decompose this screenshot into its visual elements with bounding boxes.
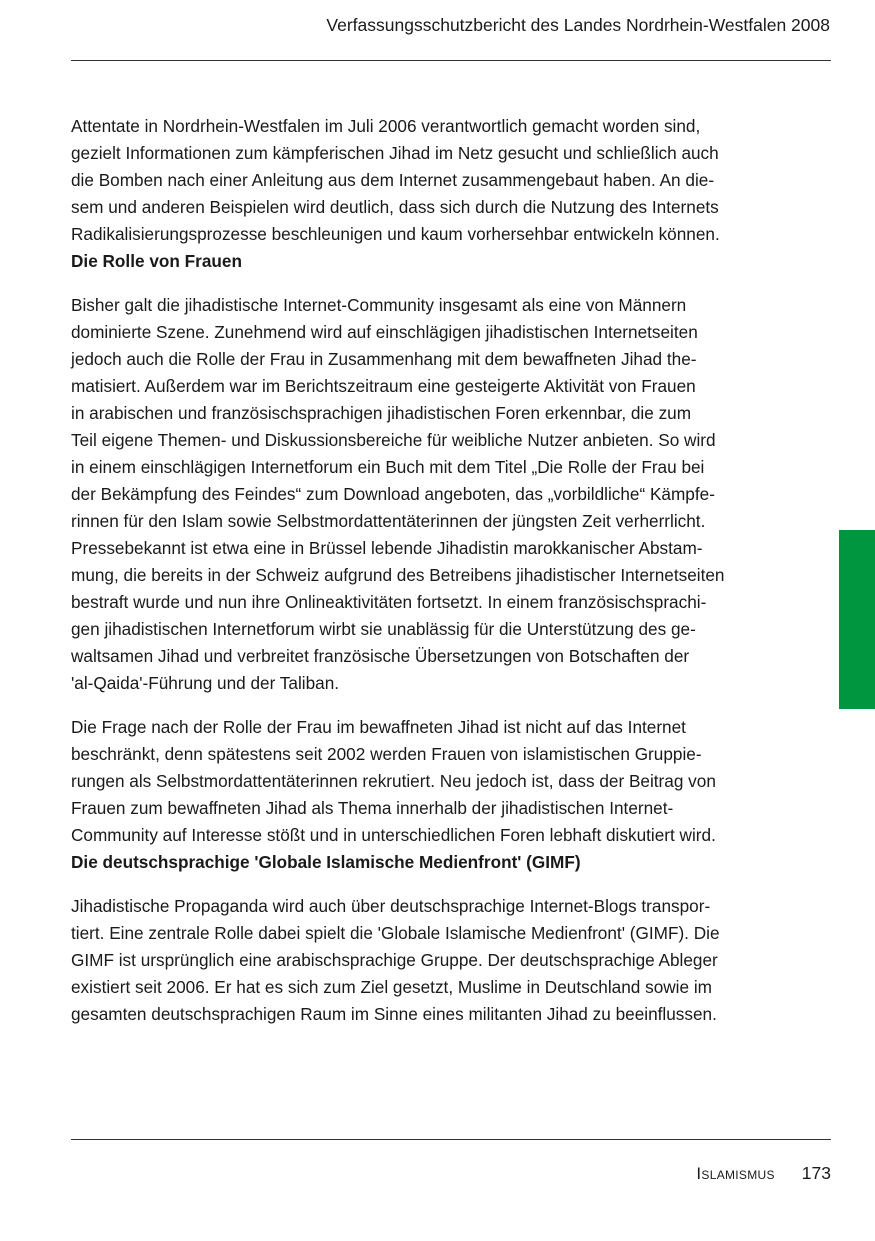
text-line: Pressebekannt ist etwa eine in Brüssel lebende Jihadistin marokkanischer Abstam- bbox=[71, 538, 703, 558]
text-line: Frauen zum bewaffneten Jihad als Thema innerhalb der jihadistischen Internet- bbox=[71, 798, 674, 818]
text-line: tiert. Eine zentrale Rolle dabei spielt die 'Globale Islamische Medienfront' (GIMF). Die bbox=[71, 923, 720, 943]
text-line: der Bekämpfung des Feindes“ zum Download angeboten, das „vorbildliche“ Kämpfe- bbox=[71, 484, 715, 504]
text-line: sem und anderen Beispielen wird deutlich, dass sich durch die Nutzung des Internets bbox=[71, 197, 719, 217]
text-line: gen jihadistischen Internetforum wirbt sie unablässig für die Unterstützung des ge- bbox=[71, 619, 696, 639]
paragraph-1 bbox=[71, 113, 831, 248]
text-line: Die Frage nach der Rolle der Frau im bewaffneten Jihad ist nicht auf das Internet bbox=[71, 717, 686, 737]
text-line: in einem einschlägigen Internetforum ein Buch mit dem Titel „Die Rolle der Frau bei bbox=[71, 457, 705, 477]
page-number: 173 bbox=[801, 1163, 831, 1183]
chapter-tab-marker bbox=[839, 530, 875, 709]
text-line: bestraft wurde und nun ihre Onlineaktivitäten fortsetzt. In einem französischsprachi- bbox=[71, 592, 707, 612]
paragraph-4 bbox=[71, 893, 831, 1028]
text-line: mung, die bereits in der Schweiz aufgrund des Betreibens jihadistischer Internetseiten bbox=[71, 565, 725, 585]
text-line: rinnen für den Islam sowie Selbstmordattentäterinnen der jüngsten Zeit verherrlicht. bbox=[71, 511, 706, 531]
paragraph-3 bbox=[71, 714, 831, 849]
text-line: die Bomben nach einer Anleitung aus dem Internet zusammengebaut haben. An die- bbox=[71, 170, 715, 190]
text-line: waltsamen Jihad und verbreitet französische Übersetzungen von Botschaften der bbox=[71, 646, 690, 666]
text-line: rungen als Selbstmordattentäterinnen rekrutiert. Neu jedoch ist, dass der Beitrag von bbox=[71, 771, 716, 791]
text-line: gezielt Informationen zum kämpferischen Jihad im Netz gesucht und schließlich auch bbox=[71, 143, 719, 163]
header-divider bbox=[71, 60, 831, 61]
running-header-title: Verfassungsschutzbericht des Landes Nordrhein-Westfalen 2008 bbox=[326, 15, 830, 35]
text-line: in arabischen und französischsprachigen jihadistischen Foren erkennbar, die zum bbox=[71, 403, 692, 423]
text-line: Jihadistische Propaganda wird auch über deutschsprachige Internet-Blogs transpor- bbox=[71, 896, 711, 916]
page-body bbox=[71, 113, 831, 1028]
text-line: matisiert. Außerdem war im Berichtszeitraum eine gesteigerte Aktivität von Frauen bbox=[71, 376, 696, 396]
footer-divider bbox=[71, 1139, 831, 1140]
text-line: Teil eigene Themen- und Diskussionsbereiche für weibliche Nutzer anbieten. So wird bbox=[71, 430, 716, 450]
text-line: Attentate in Nordrhein-Westfalen im Juli 2006 verantwortlich gemacht worden sind, bbox=[71, 116, 701, 136]
text-line: dominierte Szene. Zunehmend wird auf einschlägigen jihadistischen Internetseiten bbox=[71, 322, 698, 342]
text-line: Bisher galt die jihadistische Internet-Community insgesamt als eine von Männern bbox=[71, 295, 687, 315]
text-line: existiert seit 2006. Er hat es sich zum Ziel gesetzt, Muslime in Deutschland sowie im bbox=[71, 977, 712, 997]
section-heading-gimf: Die deutschsprachige 'Globale Islamische Medienfront' (GIMF) bbox=[71, 852, 581, 872]
text-line: GIMF ist ursprünglich eine arabischsprachige Gruppe. Der deutschsprachige Ableger bbox=[71, 950, 718, 970]
page-footer bbox=[696, 1163, 831, 1184]
text-line: jedoch auch die Rolle der Frau in Zusammenhang mit dem bewaffneten Jihad the- bbox=[71, 349, 697, 369]
section-heading-women: Die Rolle von Frauen bbox=[71, 251, 242, 271]
paragraph-2 bbox=[71, 292, 831, 697]
text-line: beschränkt, denn spätestens seit 2002 werden Frauen von islamistischen Gruppie- bbox=[71, 744, 702, 764]
text-line: Radikalisierungsprozesse beschleunigen und kaum vorhersehbar entwickeln können. bbox=[71, 224, 720, 244]
footer-section-name: Islamismus bbox=[696, 1164, 775, 1183]
text-line: 'al-Qaida'-Führung und der Taliban. bbox=[71, 673, 340, 693]
text-line: gesamten deutschsprachigen Raum im Sinne eines militanten Jihad zu beeinflussen. bbox=[71, 1004, 717, 1024]
text-line: Community auf Interesse stößt und in unterschiedlichen Foren lebhaft diskutiert wird. bbox=[71, 825, 716, 845]
